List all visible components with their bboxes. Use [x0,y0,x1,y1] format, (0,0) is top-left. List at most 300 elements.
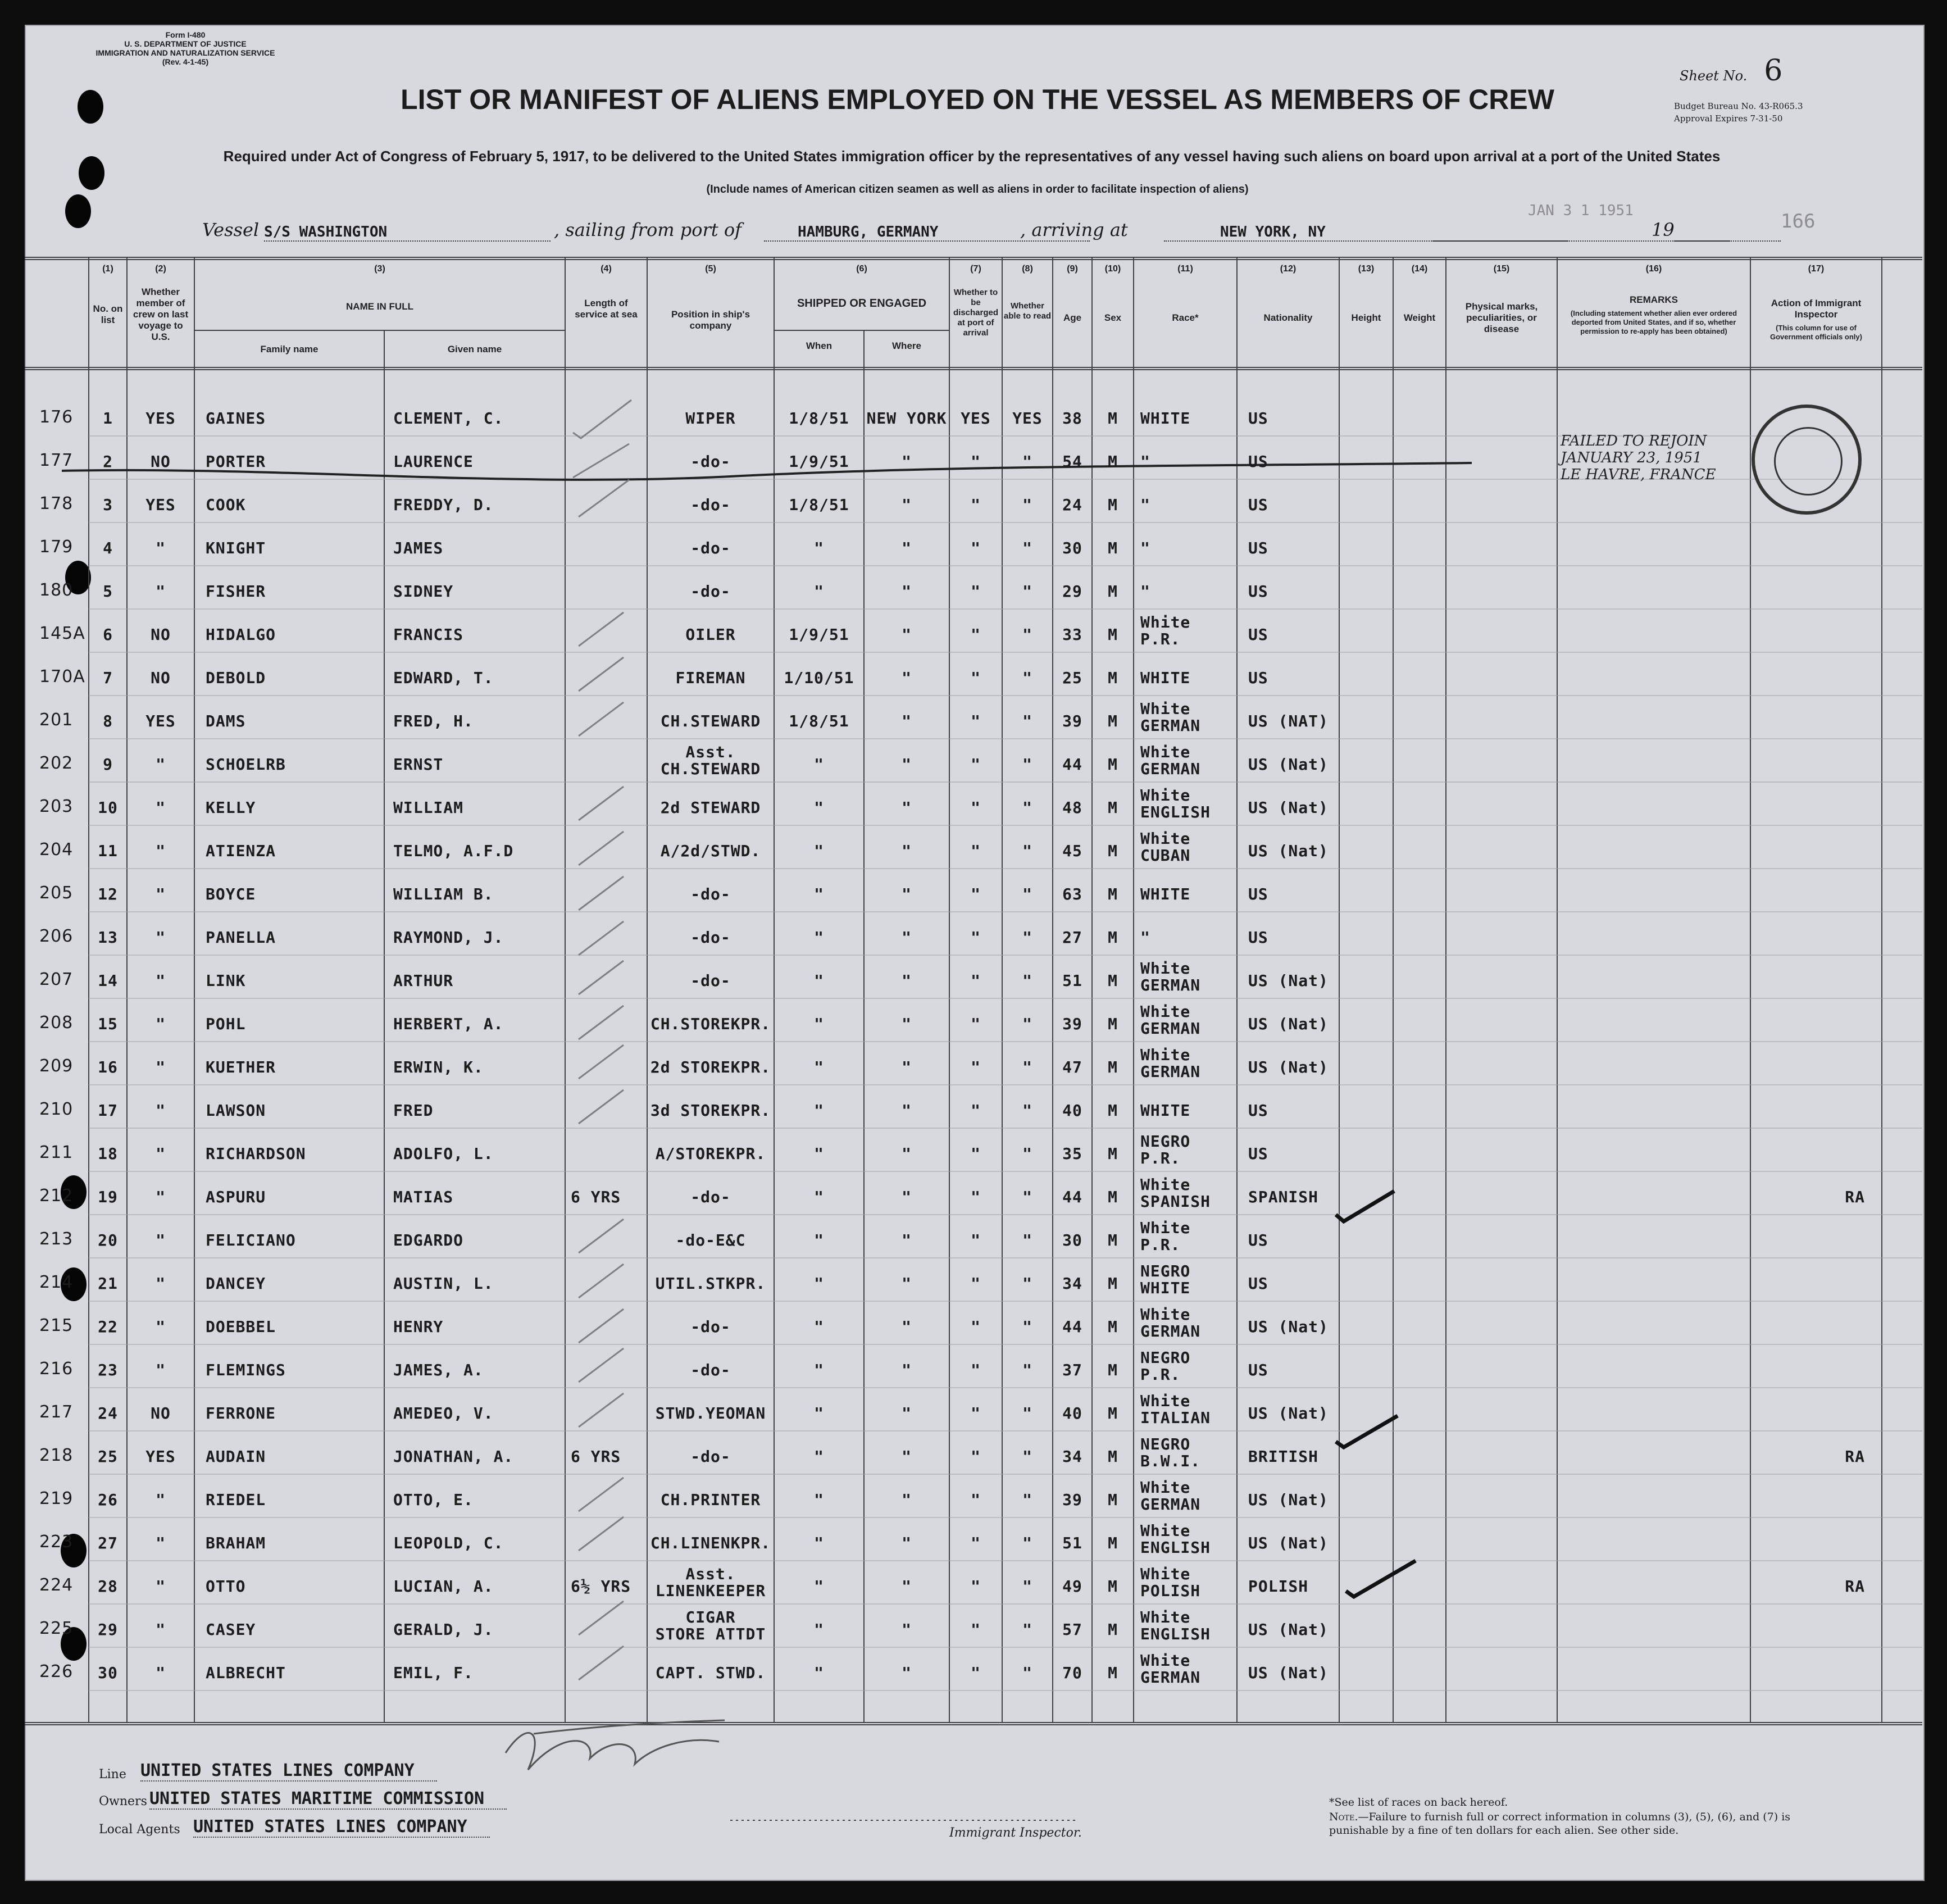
cell-read: " [1022,1317,1032,1336]
col11-header: Race* [1172,312,1199,323]
col2-header: Whether member of crew on last voyage to U.S. [133,287,189,342]
manifest-line-number: 178 [39,494,74,514]
manifest-line-number: 226 [39,1662,74,1682]
cell-family: PANELLA [206,928,276,947]
cell-sex: M [1108,1317,1118,1336]
arrival-port: NEW YORK, NY [1164,224,1568,242]
cell-given: ERNST [393,755,444,774]
sheet-label: Sheet No. [1680,68,1748,84]
cell-when: " [814,1274,824,1293]
cell-family: OTTO [206,1577,246,1596]
cell-discharged: " [971,1274,981,1293]
cell-nationality: US [1248,1361,1268,1379]
cell-read: " [1022,885,1032,903]
cell-given: JONATHAN, A. [393,1447,514,1466]
cell-race: White GERMAN [1140,1046,1201,1081]
cell-sex: M [1108,452,1118,471]
cell-given: CLEMENT, C. [393,409,504,428]
cell-given: JAMES [393,539,444,557]
col3-header: NAME IN FULL [346,301,413,312]
cell-where: " [902,755,912,774]
cell-nationality: US [1248,625,1268,644]
cell-given: EDWARD, T. [393,669,494,687]
col2-num: (2) [155,264,166,274]
cell-voyage: " [156,539,166,557]
cell-sex: M [1108,1447,1118,1466]
cell-position: UTIL.STKPR. [655,1274,766,1293]
cell-no: 20 [98,1231,118,1249]
cell-given: ADOLFO, L. [393,1144,494,1163]
cell-sex: M [1108,928,1118,947]
cell-nationality: US [1248,669,1268,687]
cell-age: 34 [1062,1447,1082,1466]
col16-note: (Including statement whether alien ever ordered deported from United States, and if so, whether permission to re-apply has been obtained) [1570,309,1737,335]
manifest-line-number: 206 [39,926,74,946]
manifest-line-number: 204 [39,840,74,860]
cell-no: 25 [98,1447,118,1466]
cell-discharged: " [971,452,981,471]
cell-read: " [1022,496,1032,514]
cell-discharged: " [971,1317,981,1336]
cell-discharged: " [971,1620,981,1639]
cell-read: " [1022,1534,1032,1552]
cell-where: " [902,885,912,903]
cell-when: 1/8/51 [789,496,849,514]
cell-family: ATIENZA [206,842,276,860]
cell-nationality: US [1248,452,1268,471]
cell-position: 2d STOREKPR. [650,1058,771,1076]
manifest-line-number: 223 [39,1532,74,1552]
cell-when: 1/9/51 [789,452,849,471]
cell-where: " [902,798,912,817]
cell-voyage: NO [151,452,171,471]
manifest-line-number: 176 [39,407,74,427]
cell-family: GAINES [206,409,266,428]
cell-read: YES [1012,409,1043,428]
col3-num: (3) [374,264,385,274]
cell-no: 6 [103,625,113,644]
form-identifier [67,30,303,66]
cell-position: CH.STEWARD [660,712,761,730]
cell-no: 11 [98,842,118,860]
cell-discharged: " [971,496,981,514]
departure-port: HAMBURG, GERMANY [764,224,1090,242]
cell-read: " [1022,1144,1032,1163]
cell-position: -do- [690,885,731,903]
cell-where: " [902,452,912,471]
cell-given: EDGARDO [393,1231,464,1249]
cell-race: White ENGLISH [1140,1608,1211,1643]
cell-age: 40 [1062,1404,1082,1423]
cell-family: ALBRECHT [206,1664,286,1682]
cell-nationality: US (Nat) [1248,1664,1329,1682]
cell-voyage: YES [145,409,176,428]
cell-no: 10 [98,798,118,817]
cell-when: " [814,755,824,774]
agents-value: UNITED STATES LINES COMPANY [193,1817,490,1838]
cell-when: " [814,1404,824,1423]
cell-where: " [902,1361,912,1379]
budget-number: Budget Bureau No. 43-R065.3 [1674,101,1803,111]
cell-given: MATIAS [393,1188,454,1206]
cell-race: NEGRO B.W.I. [1140,1435,1201,1470]
cell-no: 26 [98,1491,118,1509]
cell-no: 19 [98,1188,118,1206]
manifest-line-number: 203 [39,797,74,816]
cell-sex: M [1108,1404,1118,1423]
cell-age: 48 [1062,798,1082,817]
cell-when: " [814,1491,824,1509]
cell-position: -do- [690,928,731,947]
cell-nationality: US [1248,928,1268,947]
cell-voyage: " [156,755,166,774]
cell-discharged: " [971,842,981,860]
cell-family: BOYCE [206,885,256,903]
cell-sex: M [1108,539,1118,557]
cell-age: 38 [1062,409,1082,428]
cell-given: RAYMOND, J. [393,928,504,947]
cell-position: 3d STOREKPR. [650,1101,771,1120]
cell-position: -do- [690,1317,731,1336]
cell-discharged: " [971,1101,981,1120]
cell-voyage: " [156,971,166,990]
consulate-seal [1752,405,1862,515]
cell-sex: M [1108,1231,1118,1249]
cell-voyage: " [156,842,166,860]
cell-given: HENRY [393,1317,444,1336]
cell-nationality: SPANISH [1248,1188,1319,1206]
cell-voyage: NO [151,1404,171,1423]
cell-age: 44 [1062,755,1082,774]
cell-voyage: " [156,798,166,817]
cell-race: " [1140,452,1150,471]
cell-given: FRANCIS [393,625,464,644]
cell-race: White GERMAN [1140,699,1201,735]
cell-position: FIREMAN [675,669,746,687]
cell-discharged: " [971,971,981,990]
cell-when: " [814,971,824,990]
owners-value: UNITED STATES MARITIME COMMISSION [149,1789,507,1810]
cell-nationality: US (Nat) [1248,1534,1329,1552]
col17-num: (17) [1808,264,1825,274]
cell-sex: M [1108,1101,1118,1120]
cell-when: " [814,928,824,947]
vessel-line [202,202,1816,249]
cell-nationality: US (Nat) [1248,1317,1329,1336]
cell-read: " [1022,582,1032,601]
manifest-line-number: 177 [39,451,74,470]
cell-read: " [1022,1491,1032,1509]
cell-age: 35 [1062,1144,1082,1163]
cell-voyage: " [156,1274,166,1293]
col1-num: (1) [102,264,113,274]
manifest-line-number: 225 [39,1619,74,1638]
cell-nationality: BRITISH [1248,1447,1319,1466]
cell-discharged: " [971,1188,981,1206]
col11-num: (11) [1177,264,1193,274]
cell-position: -do- [690,1447,731,1466]
cell-sex: M [1108,755,1118,774]
vessel-name: S/S WASHINGTON [264,224,551,242]
cell-race: NEGRO P.R. [1140,1348,1191,1384]
cell-read: " [1022,1664,1032,1682]
manifest-line-number: 201 [39,710,74,730]
approval-expiry: Approval Expires 7-31-50 [1674,113,1783,124]
cell-no: 14 [98,971,118,990]
cell-sex: M [1108,1058,1118,1076]
cell-nationality: US (Nat) [1248,1015,1329,1033]
cell-age: 39 [1062,1015,1082,1033]
col15-header: Physical marks, peculiarities, or disease [1465,301,1538,334]
cell-when: " [814,1361,824,1379]
cell-voyage: " [156,1664,166,1682]
cell-age: 57 [1062,1620,1082,1639]
cell-family: FELICIANO [206,1231,296,1249]
cell-age: 30 [1062,539,1082,557]
cell-where: " [902,971,912,990]
col8-num: (8) [1022,264,1033,274]
cell-voyage: " [156,1015,166,1033]
cell-race: WHITE [1140,885,1191,903]
cell-nationality: US [1248,1231,1268,1249]
cell-sex: M [1108,971,1118,990]
cell-where: " [902,496,912,514]
cell-when: " [814,1664,824,1682]
cell-age: 49 [1062,1577,1082,1596]
cell-no: 15 [98,1015,118,1033]
cell-service: 6 YRS [571,1447,621,1466]
cell-family: BRAHAM [206,1534,266,1552]
cell-age: 29 [1062,582,1082,601]
cell-when: " [814,885,824,903]
cell-age: 45 [1062,842,1082,860]
cell-race: NEGRO P.R. [1140,1132,1191,1167]
cell-position: -do- [690,452,731,471]
cell-voyage: " [156,1231,166,1249]
cell-when: 1/8/51 [789,409,849,428]
cell-voyage: YES [145,1447,176,1466]
cell-discharged: " [971,1361,981,1379]
where-header: Where [892,340,921,351]
cell-voyage: " [156,1620,166,1639]
cell-nationality: US (Nat) [1248,1620,1329,1639]
manifest-line-number: 211 [39,1143,74,1162]
cell-given: EMIL, F. [393,1664,474,1682]
cell-family: RIEDEL [206,1491,266,1509]
page-title: LIST OR MANIFEST OF ALIENS EMPLOYED ON THE VESSEL AS MEMBERS OF CREW [401,84,1554,115]
cell-no: 30 [98,1664,118,1682]
cell-nationality: US (Nat) [1248,971,1329,990]
form-number: Form I-480 [165,30,206,39]
cell-when: " [814,842,824,860]
col5-header: Position in ship's company [671,309,750,331]
cell-no: 27 [98,1534,118,1552]
cell-where: " [902,539,912,557]
col4-num: (4) [601,264,612,274]
cell-family: DAMS [206,712,246,730]
cell-read: " [1022,1231,1032,1249]
department: U. S. DEPARTMENT OF JUSTICE [124,39,247,48]
cell-position: A/2d/STWD. [660,842,761,860]
cell-age: 70 [1062,1664,1082,1682]
cell-no: 1 [103,409,113,428]
cell-given: LAURENCE [393,452,474,471]
col6-num: (6) [856,264,867,274]
sheet-value: 6 [1764,54,1783,88]
cell-where: " [902,1101,912,1120]
cell-read: " [1022,1188,1032,1206]
cell-no: 2 [103,452,113,471]
cell-sex: M [1108,1491,1118,1509]
note-text: —Failure to furnish full or correct information in columns (3), (5), (6), and (7) is punishable by a fine of ten dollars for each alien. See other side. [1329,1811,1791,1837]
manifest-line-number: 217 [39,1402,74,1422]
cell-no: 22 [98,1317,118,1336]
cell-voyage: YES [145,496,176,514]
cell-position: CH.STOREKPR. [650,1015,771,1033]
cell-no: 5 [103,582,113,601]
vessel-label: Vessel [202,219,260,240]
cell-discharged: " [971,582,981,601]
cell-nationality: US [1248,582,1268,601]
cell-position: -do- [690,582,731,601]
owners-label: Owners [99,1794,147,1808]
cell-where: " [902,1015,912,1033]
cell-where: " [902,1274,912,1293]
cell-discharged: " [971,885,981,903]
cell-given: LUCIAN, A. [393,1577,494,1596]
col13-header: Height [1351,312,1381,323]
cell-nationality: US [1248,885,1268,903]
manifest-line-number: 208 [39,1013,74,1033]
cell-where: " [902,1447,912,1466]
fine-note [1329,1810,1823,1837]
cell-where: " [902,625,912,644]
cell-family: KUETHER [206,1058,276,1076]
cell-position: A/STOREKPR. [655,1144,766,1163]
cell-race: White ITALIAN [1140,1392,1211,1427]
cell-where: " [902,1144,912,1163]
cell-nationality: US [1248,1274,1268,1293]
cell-where: " [902,1231,912,1249]
eagle-seal-icon [1774,427,1843,496]
manifest-line-number: 218 [39,1446,74,1465]
cell-where: " [902,1620,912,1639]
cell-voyage: " [156,1101,166,1120]
cell-family: CASEY [206,1620,256,1639]
manifest-line-number: 145A [39,624,85,643]
cell-given: TELMO, A.F.D [393,842,514,860]
cell-age: 33 [1062,625,1082,644]
cell-family: HIDALGO [206,625,276,644]
page-stamp: 166 [1781,210,1816,233]
cell-age: 25 [1062,669,1082,687]
cell-sex: M [1108,1188,1118,1206]
cell-action: RA [1845,1447,1865,1466]
manifest-line-number: 219 [39,1489,74,1508]
cell-sex: M [1108,1274,1118,1293]
cell-nationality: POLISH [1248,1577,1309,1596]
cell-position: -do-E&C [675,1231,746,1249]
col13-num: (13) [1358,264,1375,274]
cell-read: " [1022,1404,1032,1423]
cell-sex: M [1108,1620,1118,1639]
cell-position: CH.PRINTER [660,1491,761,1509]
punch-hole [79,156,104,190]
revision: (Rev. 4-1-45) [162,57,209,66]
cell-position: -do- [690,539,731,557]
cell-read: " [1022,1577,1032,1596]
manifest-line-number: 224 [39,1575,74,1595]
cell-where: " [902,1491,912,1509]
cell-discharged: " [971,539,981,557]
cell-position: CH.LINENKPR. [650,1534,771,1552]
cell-where: " [902,1404,912,1423]
when-header: When [806,340,833,351]
manifest-line-number: 179 [39,537,74,557]
cell-family: FLEMINGS [206,1361,286,1379]
cell-discharged: " [971,1144,981,1163]
cell-voyage: " [156,1534,166,1552]
cell-sex: M [1108,712,1118,730]
remark-text: FAILED TO REJOIN JANUARY 23, 1951 LE HAVRE, FRANCE [1561,433,1716,483]
col9-num: (9) [1067,264,1078,274]
cell-given: WILLIAM [393,798,464,817]
cell-when: " [814,1144,824,1163]
cell-read: " [1022,1447,1032,1466]
cell-discharged: " [971,712,981,730]
cell-position: STWD.YEOMAN [655,1404,766,1423]
cell-voyage: NO [151,625,171,644]
line-value: UNITED STATES LINES COMPANY [140,1761,437,1782]
cell-voyage: " [156,1317,166,1336]
cell-voyage: NO [151,669,171,687]
cell-family: PORTER [206,452,266,471]
cell-discharged: " [971,1534,981,1552]
family-name-header: Family name [260,344,319,355]
cell-family: POHL [206,1015,246,1033]
cell-age: 44 [1062,1188,1082,1206]
cell-read: " [1022,625,1032,644]
col7-header: Whether to be discharged at port of arrival [953,288,999,338]
cell-age: 51 [1062,1534,1082,1552]
cell-age: 30 [1062,1231,1082,1249]
cell-family: ASPURU [206,1188,266,1206]
cell-age: 40 [1062,1101,1082,1120]
cell-family: FISHER [206,582,266,601]
cell-race: " [1140,496,1150,514]
note-label: Note. [1329,1811,1358,1823]
cell-voyage: " [156,1491,166,1509]
col8-header: Whether able to read [1003,301,1052,321]
col17-note: (This column for use of Government officials only) [1770,324,1862,341]
sailing-label: , sailing from port of [554,219,742,240]
punch-hole [65,194,91,228]
cell-given: ERWIN, K. [393,1058,484,1076]
manifest-line-number: 180 [39,580,74,600]
inspector-label: Immigrant Inspector. [949,1826,1082,1840]
cell-given: OTTO, E. [393,1491,474,1509]
cell-when: " [814,1447,824,1466]
cell-discharged: " [971,625,981,644]
year-field [1674,224,1730,242]
cell-no: 3 [103,496,113,514]
col12-num: (12) [1280,264,1297,274]
cell-age: 24 [1062,496,1082,514]
cell-sex: M [1108,1577,1118,1596]
cell-voyage: " [156,1144,166,1163]
cell-sex: M [1108,842,1118,860]
cell-given: FREDDY, D. [393,496,494,514]
